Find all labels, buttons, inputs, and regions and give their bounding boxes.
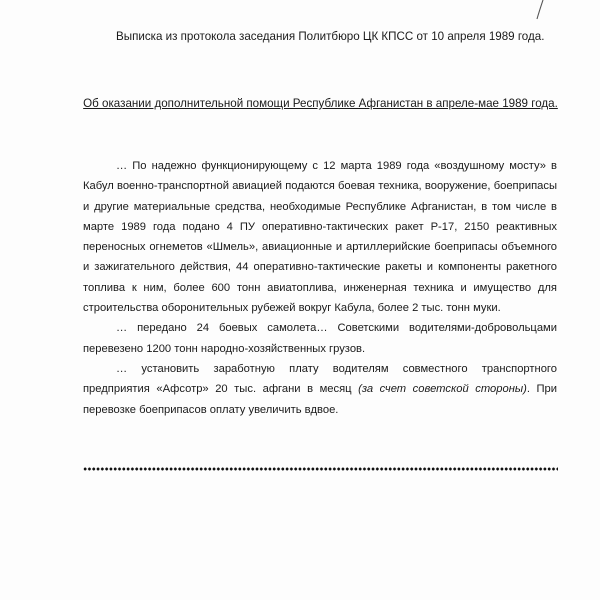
paragraph-3-start: … установить заработную плату водителям совместного транспортного предприятия «Афсотр» 20 тыс. афгани в месяц [83,362,557,396]
paragraph-3-italic: (за счет советской стороны) [358,383,527,396]
document-header [83,27,558,47]
document-title: Об оказании дополнительной помощи Республике Афганистан в апреле-мае 1989 года. [83,97,558,110]
header-text: Выписка из протокола заседания Политбюро ЦК КПСС от 10 апреля 1989 года. [116,30,545,43]
paragraph-1: … По надежно функционирующему с 12 марта 1989 года «воздушному мосту» в Кабул военно-транспортной авиацией подаются боевая техника, вооружение, боеприпасы и другие материальные средства, необходимые Республике Афганистан, в том числе в марте 1989 года подано 4 ПУ оперативно-тактических ракет Р-17, 2150 реактивных переносных огнеметов «Шмель», авиационные и артиллерийские боеприпасы объемного и зажигательного действия, 44 оперативно-тактические ракеты и компоненты ракетного топлива к ним, более 600 тонн авиатоплива, инженерная техника и имущество для строительства оборонительных рубежей вокруг Кабула, более 2 тыс. тонн муки. [83,160,557,315]
dotted-separator [83,466,558,472]
paragraph-3-end: . При перевозке боеприпасов оплату увеличить вдвое. [83,383,557,416]
paragraph-2: … передано 24 боевых самолета… Советскими водителями-добровольцами перевезено 1200 тонн народно-хозяйственных грузов. [83,322,557,355]
paragraph-3 [83,359,557,420]
document-body [83,156,557,420]
